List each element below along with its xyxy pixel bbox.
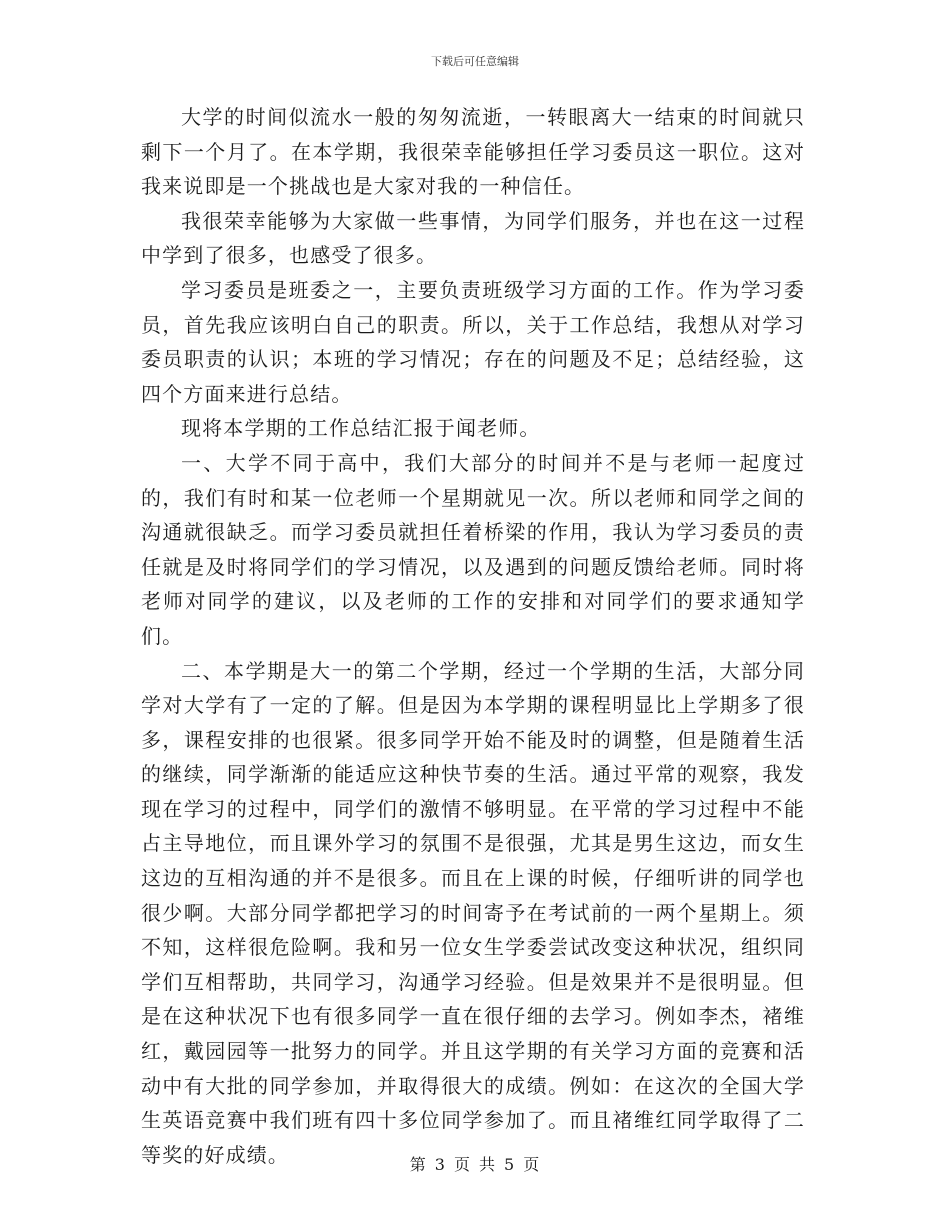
paragraph-report: 现将本学期的工作总结汇报于闻老师。 xyxy=(181,416,541,441)
footer-total-word: 共 xyxy=(479,1155,497,1174)
footer-prefix: 第 xyxy=(409,1155,427,1174)
paragraph-intro: 大学的时间似流水一般的匆匆流逝，一转眼离大一结束的时间就只剩下一个月了。在本学期，我很荣幸能够担任学习委员这一职位。这对我来说即是一个挑战也是大家对我的一种信任。 xyxy=(141,105,805,199)
footer-current-page: 3 xyxy=(434,1155,446,1174)
footer-total-pages: 5 xyxy=(504,1155,516,1174)
paragraph-section-one: 一、大学不同于高中，我们大部分的时间并不是与老师一起度过的，我们有时和某一位老师一个星期就见一次。所以老师和同学之间的沟通就很缺乏。而学习委员就担任着桥梁的作用，我认为学习委员的责任就是及时将同学们的学习情况，以及遇到的问题反馈给老师。同时将老师对同学的建议，以及老师的工作的安排和对同学们的要求通知学们。 xyxy=(141,450,805,648)
footer-page-word: 页 xyxy=(453,1155,471,1174)
paragraph-section-two: 二、本学期是大一的第二个学期，经过一个学期的生活，大部分同学对大学有了一定的了解。但是因为本学期的课程明显比上学期多了很多，课程安排的也很紧。很多同学开始不能及时的调整，但是随着生活的继续，同学渐渐的能适应这种快节奏的生活。通过平常的观察，我发现在学习的过程中，同学们的激情不够明显。在平常的学习过程中不能占主导地位，而且课外学习的氛围不是很强，尤其是男生这边，而女生这边的互相沟通的并不是很多。而且在上课的时候，仔细听讲的同学也很少啊。大部分同学都把学习的时间寄予在考试前的一两个星期上。须不知，这样很危险啊。我和另一位女生学委尝试改变这种状况，组织同学们互相帮助，共同学习，沟通学习经验。但是效果并不是很明显。但是在这种状况下也有很多同学一直在很仔细的去学习。例如李杰，褚维红，戴园园等一批努力的同学。并且这学期的有关学习方面的竞赛和活动中有大批的同学参加，并取得很大的成绩。例如：在这次的全国大学生英语竞赛中我们班有四十多位同学参加了。而且褚维红同学取得了二等奖的好成绩。 xyxy=(141,658,805,1167)
footer-suffix: 页 xyxy=(523,1155,541,1174)
page-header-note: 下载后可任意编辑 xyxy=(431,55,519,68)
paragraph-duties: 学习委员是班委之一，主要负责班级学习方面的工作。作为学习委员，首先我应该明白自己的职责。所以，关于工作总结，我想从对学习委员职责的认识；本班的学习情况；存在的问题及不足；总结经验，这四个方面来进行总结。 xyxy=(141,277,805,406)
paragraph-gratitude: 我很荣幸能够为大家做一些事情，为同学们服务，并也在这一过程中学到了很多，也感受了很多。 xyxy=(141,208,805,268)
document-body xyxy=(141,100,805,1172)
page-footer xyxy=(0,1152,950,1175)
